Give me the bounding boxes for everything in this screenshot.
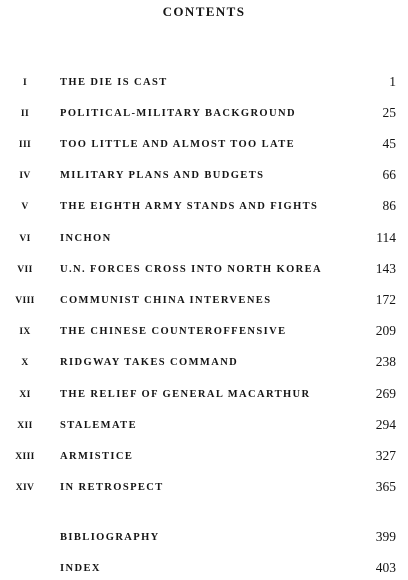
toc-entry-11: [0, 386, 408, 406]
chapter-title: U.N. FORCES CROSS INTO NORTH KOREA: [60, 264, 323, 275]
page-number: 45: [382, 136, 396, 151]
toc-entry-8: [0, 292, 408, 312]
toc-entry-bibliography: [0, 529, 408, 549]
chapter-title: THE CHINESE COUNTEROFFENSIVE: [60, 326, 287, 337]
chapter-number: II: [20, 109, 30, 119]
chapter-title: THE EIGHTH ARMY STANDS AND FIGHTS: [60, 201, 319, 212]
toc-entry-9: [0, 323, 408, 343]
page-number: 365: [375, 479, 396, 494]
chapter-number: VI: [19, 234, 31, 244]
toc-entry-12: [0, 417, 408, 437]
toc-entry-7: [0, 261, 408, 281]
toc-entry-6: [0, 230, 408, 250]
chapter-title: COMMUNIST CHINA INTERVENES: [60, 295, 272, 306]
chapter-number: V: [21, 202, 29, 212]
page-title: CONTENTS: [162, 4, 246, 19]
toc-entry-4: [0, 167, 408, 187]
chapter-number: VII: [17, 265, 33, 275]
chapter-number: III: [18, 140, 32, 150]
chapter-number: VIII: [15, 296, 35, 306]
page-number: 294: [375, 417, 396, 432]
page-number: 269: [375, 386, 396, 401]
chapter-title: IN RETROSPECT: [60, 482, 164, 493]
chapter-number: X: [21, 358, 29, 368]
page-number: 86: [382, 198, 396, 213]
page-number: 143: [375, 261, 396, 276]
chapter-title: TOO LITTLE AND ALMOST TOO LATE: [60, 139, 296, 150]
page-number: 1: [389, 74, 396, 89]
chapter-title: STALEMATE: [60, 420, 137, 431]
chapter-number: IX: [19, 327, 31, 337]
page-number: 66: [382, 167, 396, 182]
chapter-number: XII: [17, 421, 33, 431]
toc-entry-14: [0, 479, 408, 499]
toc-entry-10: [0, 354, 408, 374]
chapter-title: ARMISTICE: [60, 451, 134, 462]
chapter-number: IV: [19, 171, 31, 181]
page-number: 209: [375, 323, 396, 338]
backmatter-title: BIBLIOGRAPHY: [60, 532, 160, 543]
toc-entry-index: [0, 560, 408, 580]
chapter-title: MILITARY PLANS AND BUDGETS: [60, 170, 265, 181]
page-number: 399: [375, 529, 396, 544]
chapter-title: POLITICAL-MILITARY BACKGROUND: [60, 108, 296, 119]
page-number: 172: [375, 292, 396, 307]
page-number: 114: [376, 230, 396, 245]
chapter-title: INCHON: [60, 233, 112, 244]
page-number: 327: [375, 448, 396, 463]
backmatter-title: INDEX: [60, 563, 101, 574]
toc-entry-2: [0, 105, 408, 125]
chapter-title: THE RELIEF OF GENERAL MACARTHUR: [60, 389, 311, 400]
toc-entry-13: [0, 448, 408, 468]
page-number: 238: [375, 354, 396, 369]
toc-entry-5: [0, 198, 408, 218]
chapter-number: XI: [19, 390, 31, 400]
toc-entry-1: [0, 74, 408, 94]
chapter-number: I: [22, 78, 28, 88]
chapter-title: RIDGWAY TAKES COMMAND: [60, 357, 239, 368]
toc-entry-3: [0, 136, 408, 156]
chapter-title: THE DIE IS CAST: [60, 77, 168, 88]
chapter-number: XIII: [15, 452, 35, 462]
page-number: 25: [382, 105, 396, 120]
chapter-number: XIV: [15, 483, 35, 493]
page-number: 403: [375, 560, 396, 575]
